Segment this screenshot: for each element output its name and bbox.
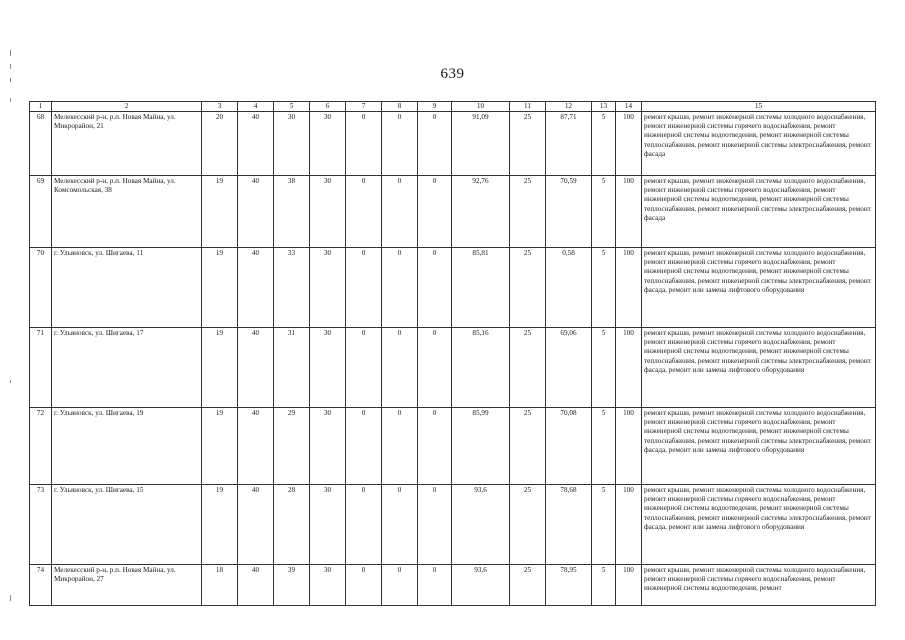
value-cell: 91,09 bbox=[452, 112, 510, 176]
value-cell: 18 bbox=[202, 565, 238, 606]
value-cell: 100 bbox=[616, 248, 642, 328]
value-cell: 0 bbox=[346, 408, 382, 485]
value-cell: 40 bbox=[238, 565, 274, 606]
value-cell: 5 bbox=[592, 485, 616, 565]
value-cell: 38 bbox=[274, 176, 310, 248]
column-header: 1 bbox=[30, 102, 52, 112]
address-cell: Мелекесский р-н, р.п. Новая Майна, ул. Микрорайон, 27 bbox=[52, 565, 202, 606]
value-cell: 20 bbox=[202, 112, 238, 176]
value-cell: 0 bbox=[418, 112, 452, 176]
works-cell: ремонт крыши, ремонт инженерной системы холодного водоснабжения, ремонт инженерной системы горячего водоснабжения, ремонт инженерной системы водоотведения, ремонт bbox=[642, 565, 876, 606]
address-cell: г. Ульяновск, ул. Шигаева, 17 bbox=[52, 328, 202, 408]
column-header: 14 bbox=[616, 102, 642, 112]
column-header: 2 bbox=[52, 102, 202, 112]
address-cell: Мелекесский р-н, р.п. Новая Майна, ул. Микрорайон, 21 bbox=[52, 112, 202, 176]
value-cell: 100 bbox=[616, 485, 642, 565]
column-header: 8 bbox=[382, 102, 418, 112]
value-cell: 30 bbox=[310, 248, 346, 328]
value-cell: 78,68 bbox=[546, 485, 592, 565]
value-cell: 0 bbox=[418, 408, 452, 485]
table-row bbox=[30, 408, 876, 485]
value-cell: 100 bbox=[616, 408, 642, 485]
works-cell: ремонт крыши, ремонт инженерной системы холодного водоснабжения, ремонт инженерной системы горячего водоснабжения, ремонт инженерной системы водоотведения, ремонт инженерной системы теплоснабжения, ремонт инженерной системы электроснабжения, ремонт фасада bbox=[642, 176, 876, 248]
value-cell: 69,06 bbox=[546, 328, 592, 408]
value-cell: 40 bbox=[238, 176, 274, 248]
value-cell: 25 bbox=[510, 176, 546, 248]
value-cell: 0 bbox=[418, 328, 452, 408]
table-row bbox=[30, 565, 876, 606]
value-cell: 40 bbox=[238, 112, 274, 176]
value-cell: 0 bbox=[346, 565, 382, 606]
value-cell: 5 bbox=[592, 248, 616, 328]
address-cell: г. Ульяновск, ул. Шигаева, 11 bbox=[52, 248, 202, 328]
value-cell: 40 bbox=[238, 485, 274, 565]
value-cell: 87,71 bbox=[546, 112, 592, 176]
row-number: 73 bbox=[30, 485, 52, 565]
value-cell: 0 bbox=[382, 176, 418, 248]
value-cell: 29 bbox=[274, 408, 310, 485]
value-cell: 0 bbox=[382, 328, 418, 408]
table-row bbox=[30, 328, 876, 408]
value-cell: 25 bbox=[510, 408, 546, 485]
value-cell: 0 bbox=[418, 248, 452, 328]
table-row bbox=[30, 485, 876, 565]
value-cell: 70,08 bbox=[546, 408, 592, 485]
row-number: 74 bbox=[30, 565, 52, 606]
value-cell: 0 bbox=[418, 565, 452, 606]
value-cell: 85,81 bbox=[452, 248, 510, 328]
value-cell: 93,6 bbox=[452, 565, 510, 606]
value-cell: 0 bbox=[346, 328, 382, 408]
works-cell: ремонт крыши, ремонт инженерной системы холодного водоснабжения, ремонт инженерной системы горячего водоснабжения, ремонт инженерной системы водоотведения, ремонт инженерной системы теплоснабжения, ремонт инженерной системы электроснабжения, ремонт фасада, ремонт или замена лифтового оборудования bbox=[642, 328, 876, 408]
page-number: 639 bbox=[440, 66, 465, 82]
value-cell: 30 bbox=[310, 565, 346, 606]
value-cell: 30 bbox=[310, 176, 346, 248]
value-cell: 0 bbox=[346, 176, 382, 248]
address-cell: г. Ульяновск, ул. Шигаева, 19 bbox=[52, 408, 202, 485]
value-cell: 25 bbox=[510, 328, 546, 408]
table-header-row bbox=[30, 102, 876, 112]
column-header: 7 bbox=[346, 102, 382, 112]
row-number: 70 bbox=[30, 248, 52, 328]
column-header: 13 bbox=[592, 102, 616, 112]
value-cell: 30 bbox=[310, 485, 346, 565]
value-cell: 19 bbox=[202, 408, 238, 485]
value-cell: 0 bbox=[346, 112, 382, 176]
column-header: 4 bbox=[238, 102, 274, 112]
value-cell: 25 bbox=[510, 485, 546, 565]
row-number: 71 bbox=[30, 328, 52, 408]
table-row bbox=[30, 112, 876, 176]
address-cell: Мелекесский р-н, р.п. Новая Майна, ул. Комсомольская, 38 bbox=[52, 176, 202, 248]
value-cell: 100 bbox=[616, 328, 642, 408]
column-header: 12 bbox=[546, 102, 592, 112]
value-cell: 5 bbox=[592, 408, 616, 485]
value-cell: 5 bbox=[592, 112, 616, 176]
value-cell: 70,59 bbox=[546, 176, 592, 248]
value-cell: 19 bbox=[202, 328, 238, 408]
value-cell: 28 bbox=[274, 485, 310, 565]
column-header: 6 bbox=[310, 102, 346, 112]
works-cell: ремонт крыши, ремонт инженерной системы холодного водоснабжения, ремонт инженерной системы горячего водоснабжения, ремонт инженерной системы водоотведения, ремонт инженерной системы теплоснабжения, ремонт инженерной системы электроснабжения, ремонт фасада, ремонт или замена лифтового оборудования bbox=[642, 485, 876, 565]
value-cell: 78,95 bbox=[546, 565, 592, 606]
row-number: 69 bbox=[30, 176, 52, 248]
value-cell: 85,99 bbox=[452, 408, 510, 485]
value-cell: 100 bbox=[616, 112, 642, 176]
value-cell: 0 bbox=[418, 485, 452, 565]
value-cell: 40 bbox=[238, 248, 274, 328]
value-cell: 40 bbox=[238, 328, 274, 408]
value-cell: 100 bbox=[616, 565, 642, 606]
value-cell: 30 bbox=[310, 112, 346, 176]
page-bottom-margin bbox=[0, 612, 905, 640]
margin-scan-marks bbox=[8, 50, 14, 610]
value-cell: 0 bbox=[418, 176, 452, 248]
value-cell: 0 bbox=[382, 112, 418, 176]
column-header: 5 bbox=[274, 102, 310, 112]
value-cell: 19 bbox=[202, 176, 238, 248]
value-cell: 31 bbox=[274, 328, 310, 408]
row-number: 72 bbox=[30, 408, 52, 485]
value-cell: 25 bbox=[510, 248, 546, 328]
value-cell: 0 bbox=[382, 485, 418, 565]
column-header: 3 bbox=[202, 102, 238, 112]
value-cell: 93,6 bbox=[452, 485, 510, 565]
value-cell: 92,76 bbox=[452, 176, 510, 248]
value-cell: 30 bbox=[310, 328, 346, 408]
value-cell: 25 bbox=[510, 112, 546, 176]
value-cell: 40 bbox=[238, 408, 274, 485]
value-cell: 85,16 bbox=[452, 328, 510, 408]
value-cell: 0 bbox=[346, 248, 382, 328]
column-header: 9 bbox=[418, 102, 452, 112]
value-cell: 30 bbox=[310, 408, 346, 485]
value-cell: 5 bbox=[592, 176, 616, 248]
value-cell: 30 bbox=[274, 112, 310, 176]
works-cell: ремонт крыши, ремонт инженерной системы холодного водоснабжения, ремонт инженерной системы горячего водоснабжения, ремонт инженерной системы водоотведения, ремонт инженерной системы теплоснабжения, ремонт инженерной системы электроснабжения, ремонт фасада, ремонт или замена лифтового оборудования bbox=[642, 408, 876, 485]
repair-schedule-table bbox=[29, 101, 876, 606]
value-cell: 0 bbox=[382, 408, 418, 485]
value-cell: 19 bbox=[202, 485, 238, 565]
value-cell: 25 bbox=[510, 565, 546, 606]
works-cell: ремонт крыши, ремонт инженерной системы холодного водоснабжения, ремонт инженерной системы горячего водоснабжения, ремонт инженерной системы водоотведения, ремонт инженерной системы теплоснабжения, ремонт инженерной системы электроснабжения, ремонт фасада, ремонт или замена лифтового оборудования bbox=[642, 248, 876, 328]
value-cell: 0 bbox=[346, 485, 382, 565]
column-header: 10 bbox=[452, 102, 510, 112]
value-cell: 39 bbox=[274, 565, 310, 606]
value-cell: 100 bbox=[616, 176, 642, 248]
value-cell: 33 bbox=[274, 248, 310, 328]
value-cell: 19 bbox=[202, 248, 238, 328]
table-row bbox=[30, 248, 876, 328]
address-cell: г. Ульяновск, ул. Шигаева, 15 bbox=[52, 485, 202, 565]
value-cell: 0 bbox=[382, 248, 418, 328]
column-header: 15 bbox=[642, 102, 876, 112]
works-cell: ремонт крыши, ремонт инженерной системы холодного водоснабжения, ремонт инженерной системы горячего водоснабжения, ремонт инженерной системы водоотведения, ремонт инженерной системы теплоснабжения, ремонт инженерной системы электроснабжения, ремонт фасада bbox=[642, 112, 876, 176]
value-cell: 0 bbox=[382, 565, 418, 606]
value-cell: 5 bbox=[592, 328, 616, 408]
table-row bbox=[30, 176, 876, 248]
row-number: 68 bbox=[30, 112, 52, 176]
value-cell: 0,58 bbox=[546, 248, 592, 328]
column-header: 11 bbox=[510, 102, 546, 112]
value-cell: 5 bbox=[592, 565, 616, 606]
